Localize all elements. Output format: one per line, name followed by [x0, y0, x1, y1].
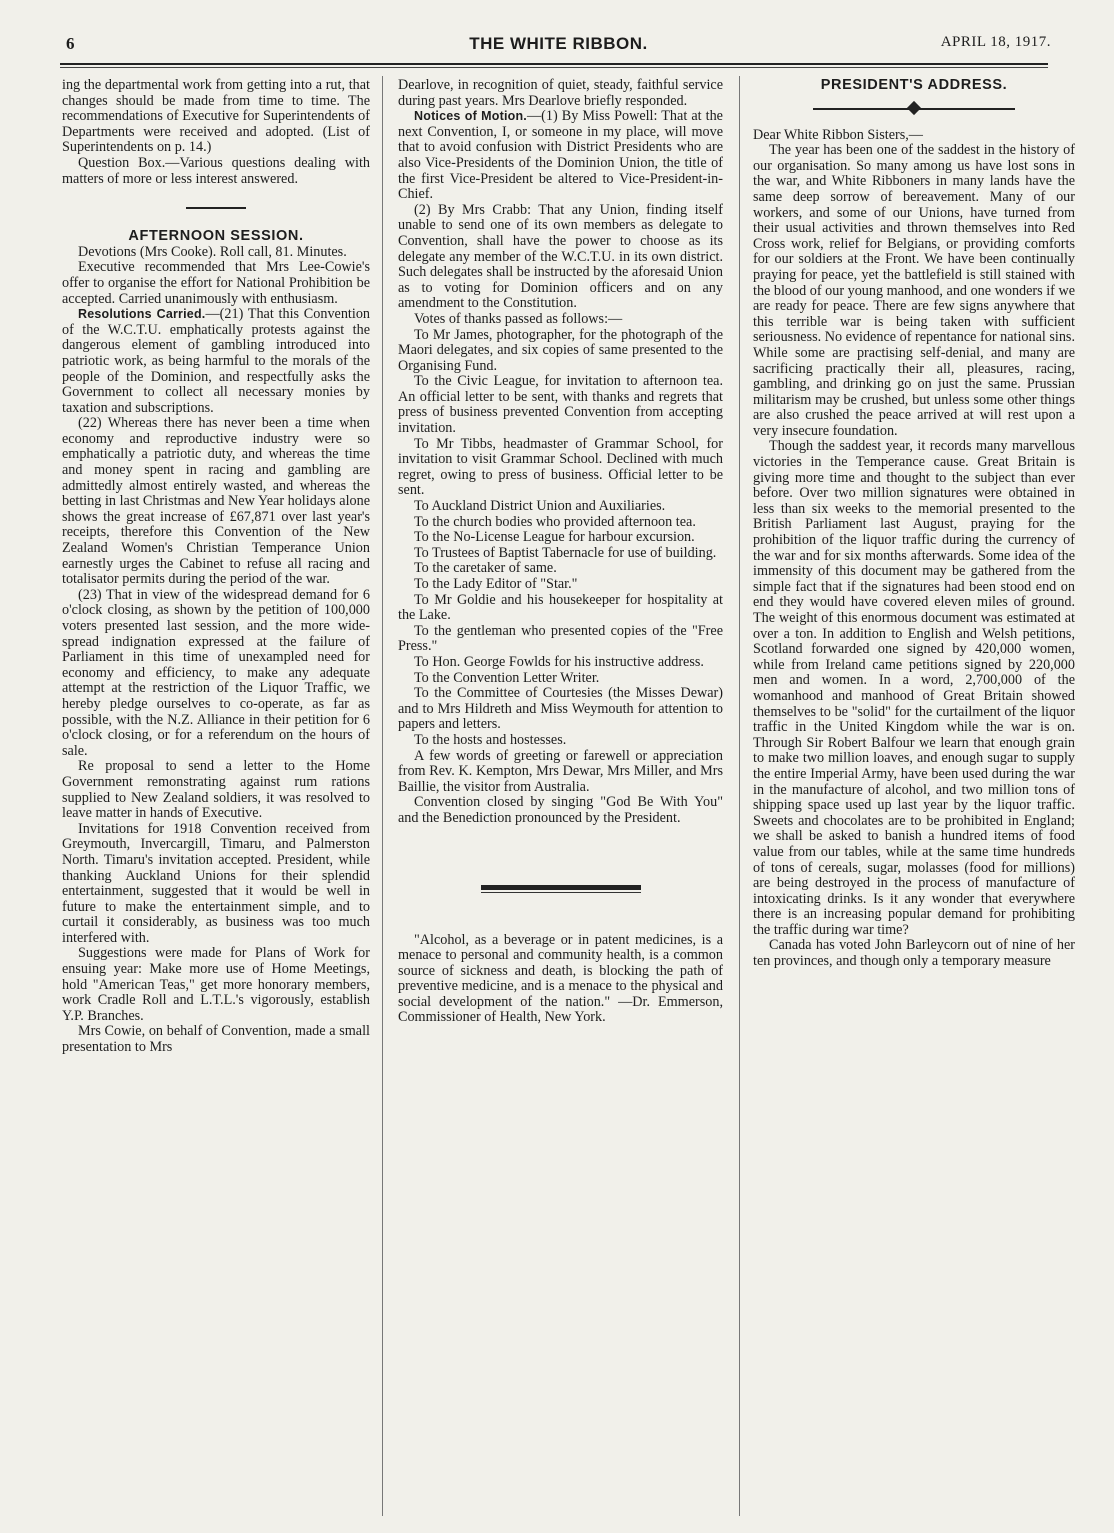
paragraph: Canada has voted John Barleycorn out of nine of her ten provinces, and though only a temporary measure	[753, 937, 1075, 970]
section-heading-afternoon: AFTERNOON SESSION.	[128, 228, 304, 245]
paragraph: Convention closed by singing "God Be With You" and the Benediction pronounced by the President.	[398, 794, 723, 826]
column-divider	[382, 76, 383, 1516]
column-2	[398, 78, 723, 1026]
column-1	[62, 78, 370, 1056]
paragraph: To Mr Tibbs, headmaster of Grammar School, for invitation to visit Grammar School. Declined with much regret, owing to press of business. Official letter to be sent.	[398, 435, 723, 499]
paragraph: (2) By Mrs Crabb: That any Union, finding itself unable to send one of its own members as delegate to Convention, shall have the power to choose as its delegate any member of the W.C.T.U. in its own district. Such delegates shall be instructed by the aforesaid Union as to voting for Dominion officers and on any amendment to the Constitution.	[398, 201, 723, 312]
paragraph: Dearlove, in recognition of quiet, steady, faithful service during past years. Mrs Dearlove briefly responded.	[398, 77, 723, 109]
paragraph-resolutions	[62, 307, 370, 416]
paragraph: Mrs Cowie, on behalf of Convention, made a small presentation to Mrs	[62, 1023, 370, 1056]
section-heading-presidents-address: PRESIDENT'S ADDRESS.	[820, 77, 1008, 93]
paragraph: (22) Whereas there has never been a time when economy and reproductive industry were so emphatically a patriotic duty, and whereas the time and money spent in racing and gambling are admittedly almost entirely wasted, and whereas the betting in last Christmas and New Year holidays alone shows the great increase of £67,871 over last year's receipts, therefore this Convention of the New Zealand Women's Christian Temperance Union earnestly urges the Cabinet to refuse all racing and totalisator permits during the period of the war.	[62, 415, 370, 588]
paragraph: To the No-License League for harbour excursion.	[414, 529, 695, 546]
paragraph: Re proposal to send a letter to the Home Government remonstrating against rum rations supplied to New Zealand soldiers, it was resolved to leave matter in hands of Executive.	[62, 758, 370, 822]
paragraph: To the gentleman who presented copies of the "Free Press."	[398, 622, 723, 655]
paragraph: (23) That in view of the widespread demand for 6 o'clock closing, as shown by the petition of 100,000 voters presented last session, and the more wide-spread indignation expressed at the failure of Parliament in this time of unexampled need for economy and efficiency, to make any adequate attempt at the restriction of the Liquor Traffic, we hereby pledge ourselves to co-operate, as far as possible, with the N.Z. Alliance in their petition for 6 o'clock closing, or for a referendum on the hours of sale.	[62, 586, 370, 759]
ornamental-rule	[753, 102, 1075, 116]
paragraph: To Hon. George Fowlds for his instructive address.	[414, 653, 704, 670]
paragraph: Invitations for 1918 Convention received from Greymouth, Invercargill, Timaru, and Palmerston North. Timaru's invitation accepted. President, while thanking Auckland Unions for their splendid entertainment, suggested that it would be well in future to make the entertainment simple, and to curtail it considerably, as business was too much interfered with.	[62, 820, 370, 946]
paragraph: To Mr Goldie and his housekeeper for hospitality at the Lake.	[398, 591, 723, 624]
paragraph: Votes of thanks passed as follows:—	[414, 310, 623, 327]
paragraph: To Trustees of Baptist Tabernacle for use of building.	[414, 544, 717, 561]
header-rule	[60, 63, 1048, 65]
page-header	[66, 34, 1051, 58]
paragraph: To the church bodies who provided afternoon tea.	[414, 513, 696, 530]
paragraph: To the Civic League, for invitation to afternoon tea. An official letter to be sent, with thanks and regrets that press of business prevented Convention from accepting invitation.	[398, 373, 723, 437]
paragraph: ing the departmental work from getting into a rut, that changes should be made from time to time. The recommendations of Executive for Superintendents of Departments were received and adopted. (List of Superintendents on p. 14.)	[62, 77, 370, 156]
paragraph-notices	[398, 109, 723, 203]
paragraph: To the caretaker of same.	[414, 560, 557, 577]
pull-quote	[398, 933, 723, 1027]
paragraph: Executive recommended that Mrs Lee-Cowie's offer to organise the effort for National Prohibition be accepted. Carried unanimously with enthusiasm.	[62, 259, 370, 307]
paragraph: To the Convention Letter Writer.	[414, 669, 600, 686]
column-3	[753, 78, 1075, 970]
subheading-resolutions: Resolutions Carried.	[78, 307, 206, 322]
subheading-notices: Notices of Motion.	[414, 109, 527, 124]
paragraph: Devotions (Mrs Cooke). Roll call, 81. Minutes.	[78, 243, 347, 260]
quote-text: "Alcohol, as a beverage or in patent medicines, is a menace to personal and community health, is a common source of sickness and death, is blocking the path of preventive medicine, and is a menace to the physical and social development of the nation." —Dr. Emmerson, Commissioner of Health, New York.	[398, 931, 723, 1026]
paragraph: To Mr James, photographer, for the photograph of the Maori delegates, and six copies of same presented to the Organising Fund.	[398, 326, 723, 374]
paragraph: The year has been one of the saddest in the history of our organisation. So many among us have lost sons in the war, and White Ribboners in many lands have the same deep sorrow of bereavement. Many of our workers, and some of our Unions, have turned from their usual activities and thrown themselves into Red Cross work, relief for Belgians, or providing comforts for our soldiers at the Front. We have been continually praying for peace, yet the battlefield is still stained with the blood of our young manhood, and one wonders if we are ready for peace. There are few signs anywhere that this terrible war is being taken with sufficient seriousness. No evidence of repentance for national sins. While some are practising self-denial, and many are sacrificing practically their all, pleasures, racing, gambling, and drinking go on just the same. Prussian militarism may be crushed, but unless some other things are also crushed the peace arrived at will rest upon a very insecure foundation.	[753, 142, 1075, 439]
paragraph: Suggestions were made for Plans of Work for ensuing year: Make more use of Home Meetings, hold "American Teas," get more honorary members, work Cradle Roll and L.T.L.'s vigorously, establish Y.P. Branches.	[62, 945, 370, 1024]
column-divider	[739, 76, 740, 1516]
paragraph-text: —(21) That this Convention of the W.C.T.U. emphatically protests against the dangerous element of gambling introduced into patriotic work, as being harmful to the morals of the people of the Dominion, and respectfully asks the Government to collect all necessary monies by taxation and subscriptions.	[62, 306, 371, 416]
section-rule	[186, 207, 246, 209]
paragraph: A few words of greeting or farewell or appreciation from Rev. K. Kempton, Mrs Dewar, Mrs Miller, and Mrs Baillie, the visitor from Australia.	[398, 747, 723, 795]
paragraph: To the Lady Editor of "Star."	[414, 576, 578, 592]
paragraph: To the hosts and hostesses.	[414, 731, 567, 748]
ornamental-separator	[481, 885, 641, 893]
paragraph: To the Committee of Courtesies (the Misses Dewar) and to Mrs Hildreth and Miss Weymouth for attention to papers and letters.	[398, 685, 723, 733]
header-rule-thin	[60, 67, 1048, 68]
issue-date: APRIL 18, 1917.	[940, 34, 1051, 50]
paragraph: To Auckland District Union and Auxiliaries.	[414, 498, 666, 515]
paragraph: Question Box.—Various questions dealing with matters of more or less interest answered.	[62, 154, 370, 187]
salutation: Dear White Ribbon Sisters,—	[753, 126, 923, 143]
paragraph: Though the saddest year, it records many marvellous victories in the Temperance cause. Great Britain is giving more time and thought to the subject than ever before. Over two million signatures were obtained in less than six weeks to the memorial presented to the British Parliament last August, praying for the prohibition of the liquor traffic during the currency of the war and for six months afterwards. Some idea of the immensity of this document may be gathered from the simple fact that if the signatures had been stood end on end they would have covered eleven miles of ground. The weight of this enormous document was estimated at over a ton. In addition to English and Welsh petitions, Scotland forwarded one signed by 420,000 women, while from Ireland came petitions signed by 220,000 men and women. In a word, 2,700,000 of the womanhood and manhood of Great Britain showed themselves to be "solid" for the curtailment of the liquor traffic in the United Kingdom while the war is on. Through Sir Robert Balfour we learn that enough grain to make two million loaves, and enough sugar to supply the entire Imperial Army, have been used during the war in the manufacture of alcohol, and two million tons of shipping space used up last year by the liquor traffic. Sweets and chocolates are to be prohibited in England; we shall be asked to banish a hundred items of food value from our tables, while at the same time hundreds of tons of cereals, sugar, molasses (food for millions) are being destroyed in the process of manufacture of intoxicating drinks. Is it any wonder that everywhere there is an increasing popular demand for prohibiting the traffic during war time?	[753, 438, 1075, 938]
page-number: 6	[66, 34, 75, 53]
paragraph-text: —(1) By Miss Powell: That at the next Convention, I, or someone in my place, will move that to avoid confusion with District Presidents who are also Vice-Presidents of the Dominion Union, the title of the first Vice-President be altered to Vice-President-in-Chief.	[398, 108, 723, 203]
publication-title: THE WHITE RIBBON.	[469, 34, 648, 53]
